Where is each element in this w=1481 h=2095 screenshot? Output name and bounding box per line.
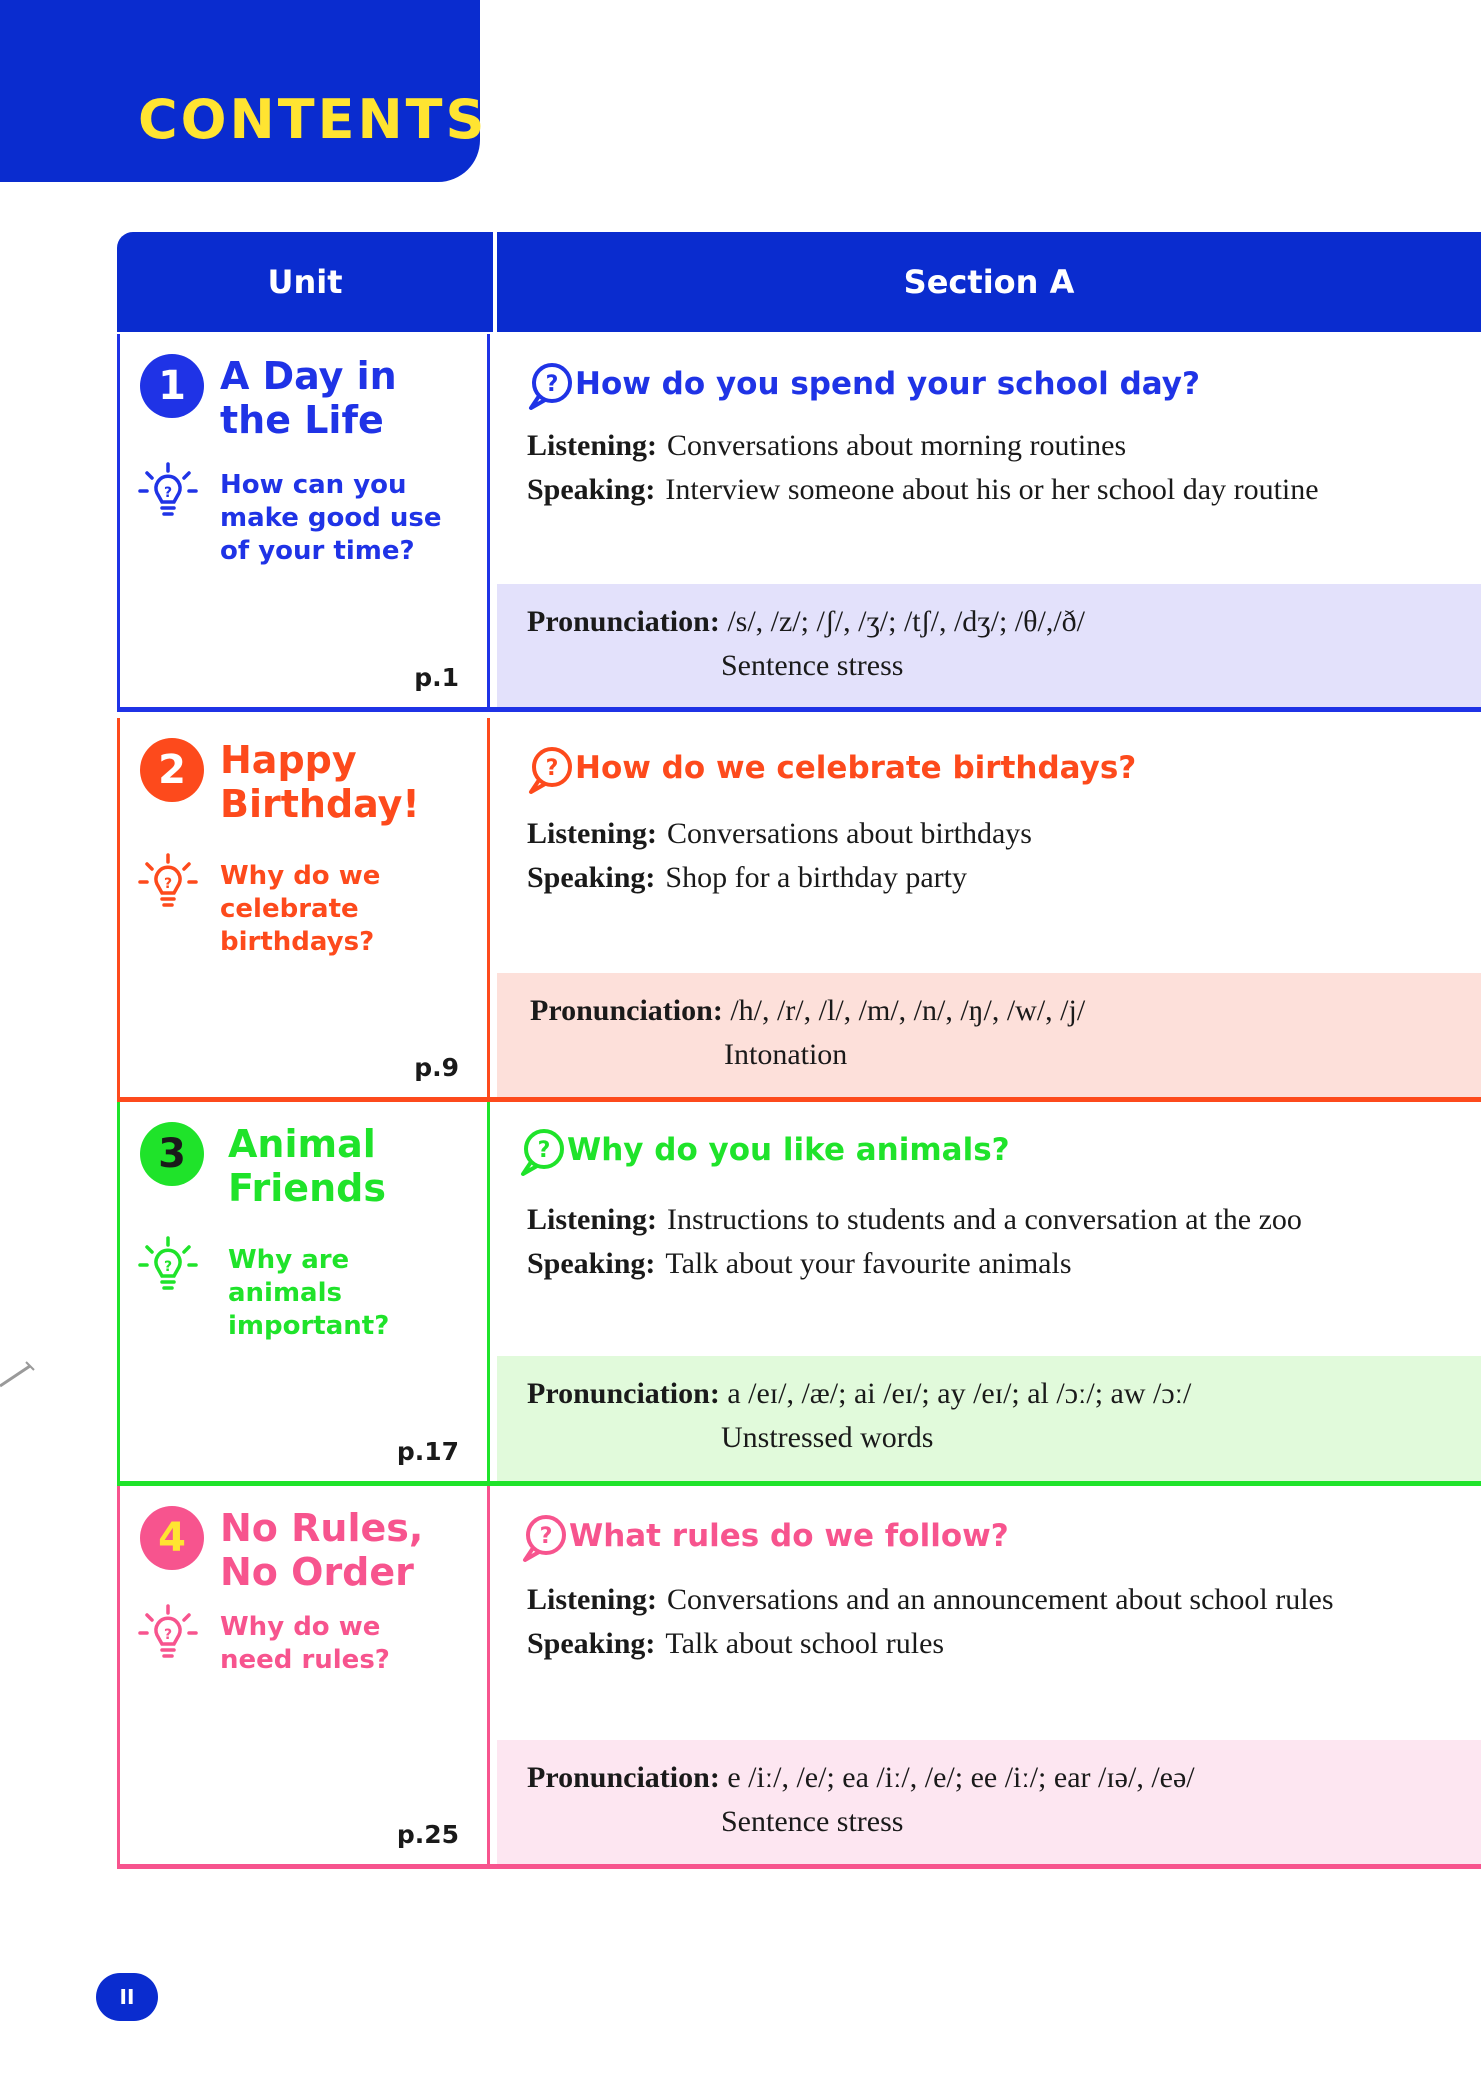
unit-row-1[interactable] [117,334,1481,712]
pronunciation-text-2: Sentence stress [721,649,904,682]
speaking-text: Interview someone about his or her school day routine [665,473,1319,506]
lightbulb-icon [138,853,198,913]
row-divider [117,1864,1481,1869]
unit-number-badge: 4 [140,1506,204,1570]
unit-row-4[interactable] [117,1486,1481,1869]
question-bubble-icon [519,1126,565,1178]
pronunciation-text: a /eɪ/, /æ/; ai /eɪ/; ay /eɪ/; al /ɔː/; aw /ɔː/ [727,1377,1192,1410]
pronunciation-text-2: Intonation [724,1038,848,1071]
speaking-label: Speaking: [527,1247,656,1280]
unit-title[interactable]: Happy Birthday! [220,738,420,826]
svg-text:?: ? [539,1523,553,1549]
unit-title[interactable]: A Day in the Life [220,354,397,442]
contents-banner [0,0,488,182]
pronunciation-text-2: Sentence stress [721,1805,904,1838]
pronunciation-text: /h/, /r/, /l/, /m/, /n/, /ŋ/, /w/, /j/ [730,994,1086,1027]
section-question: ? How do we celebrate birthdays? [527,742,1427,794]
crop-mark-icon [0,1352,40,1392]
speaking-line [527,856,1467,900]
listening-line [527,1578,1467,1622]
table-header [117,232,1481,332]
big-question: Why are animals important? [228,1245,390,1341]
svg-text:?: ? [163,485,173,501]
lightbulb-icon [138,1604,198,1664]
column-header-section-a: Section A [903,263,1075,301]
listening-text: Conversations and an announcement about school rules [667,1583,1334,1616]
speaking-label: Speaking: [527,473,656,506]
lightbulb-icon [138,1236,198,1296]
page-reference[interactable]: p.17 [396,1437,459,1466]
page-number-badge: II [96,1973,158,2021]
pronunciation-box [497,584,1481,707]
svg-text:?: ? [163,1259,173,1275]
unit-cell [117,718,490,1102]
svg-text:?: ? [163,1627,173,1643]
pronunciation-box [497,1356,1481,1481]
contents-table [117,232,1481,1849]
listening-label: Listening: [527,817,658,850]
speaking-text: Talk about school rules [665,1627,945,1660]
big-question: How can you make good use of your time? [220,470,442,566]
unit-title[interactable]: Animal Friends [228,1122,386,1210]
listening-line [527,1198,1467,1242]
question-bubble-icon [527,744,573,796]
question-bubble-icon [527,360,573,412]
pronunciation-label: Pronunciation: [527,1761,720,1794]
speaking-line [527,468,1467,512]
row-divider [117,707,1481,712]
listening-label: Listening: [527,429,658,462]
speaking-label: Speaking: [527,861,656,894]
unit-title[interactable]: No Rules, No Order [220,1506,424,1594]
page-title: CONTENTS [138,88,488,151]
pronunciation-text: e /iː/, /e/; ea /iː/, /e/; ee /iː/; ear /ɪə/, /eə/ [727,1761,1195,1794]
listening-label: Listening: [527,1583,658,1616]
unit-number-badge: 2 [140,738,204,802]
big-question: Why do we celebrate birthdays? [220,861,381,957]
speaking-line [527,1622,1467,1666]
svg-text:?: ? [545,755,559,781]
svg-text:?: ? [545,371,559,397]
speaking-text: Shop for a birthday party [665,861,967,894]
pronunciation-label: Pronunciation: [527,1377,720,1410]
unit-number-badge: 3 [140,1122,204,1186]
lightbulb-icon [138,462,198,522]
listening-text: Conversations about morning routines [667,429,1127,462]
listening-line [527,812,1467,856]
listening-label: Listening: [527,1203,658,1236]
svg-text:?: ? [163,876,173,892]
section-question: ? Why do you like animals? [519,1124,1419,1176]
unit-row-3[interactable] [117,1102,1481,1486]
big-question: Why do we need rules? [220,1612,390,1675]
section-question: ? What rules do we follow? [521,1510,1421,1562]
page-reference[interactable]: p.1 [414,663,459,692]
pronunciation-label: Pronunciation: [527,605,720,638]
svg-text:?: ? [537,1137,551,1163]
question-bubble-icon [521,1512,567,1564]
pronunciation-text: /s/, /z/; /ʃ/, /ʒ/; /tʃ/, /dʒ/; /θ/,/ð/ [727,605,1085,638]
section-question: ? How do you spend your school day? [527,358,1427,410]
page-reference[interactable]: p.25 [396,1820,459,1849]
column-header-unit: Unit [267,263,343,301]
pronunciation-text-2: Unstressed words [721,1421,934,1454]
pronunciation-box [497,1740,1481,1864]
listening-line [527,424,1467,468]
unit-row-2[interactable] [117,718,1481,1102]
page-reference[interactable]: p.9 [414,1053,459,1082]
unit-number-badge: 1 [140,354,204,418]
pronunciation-label: Pronunciation: [530,994,723,1027]
listening-text: Conversations about birthdays [667,817,1032,850]
speaking-line [527,1242,1467,1286]
speaking-text: Talk about your favourite animals [665,1247,1072,1280]
unit-cell [117,1486,490,1869]
unit-cell [117,334,490,712]
pronunciation-box [497,973,1481,1097]
speaking-label: Speaking: [527,1627,656,1660]
unit-cell [117,1102,490,1486]
listening-text: Instructions to students and a conversation at the zoo [667,1203,1302,1236]
